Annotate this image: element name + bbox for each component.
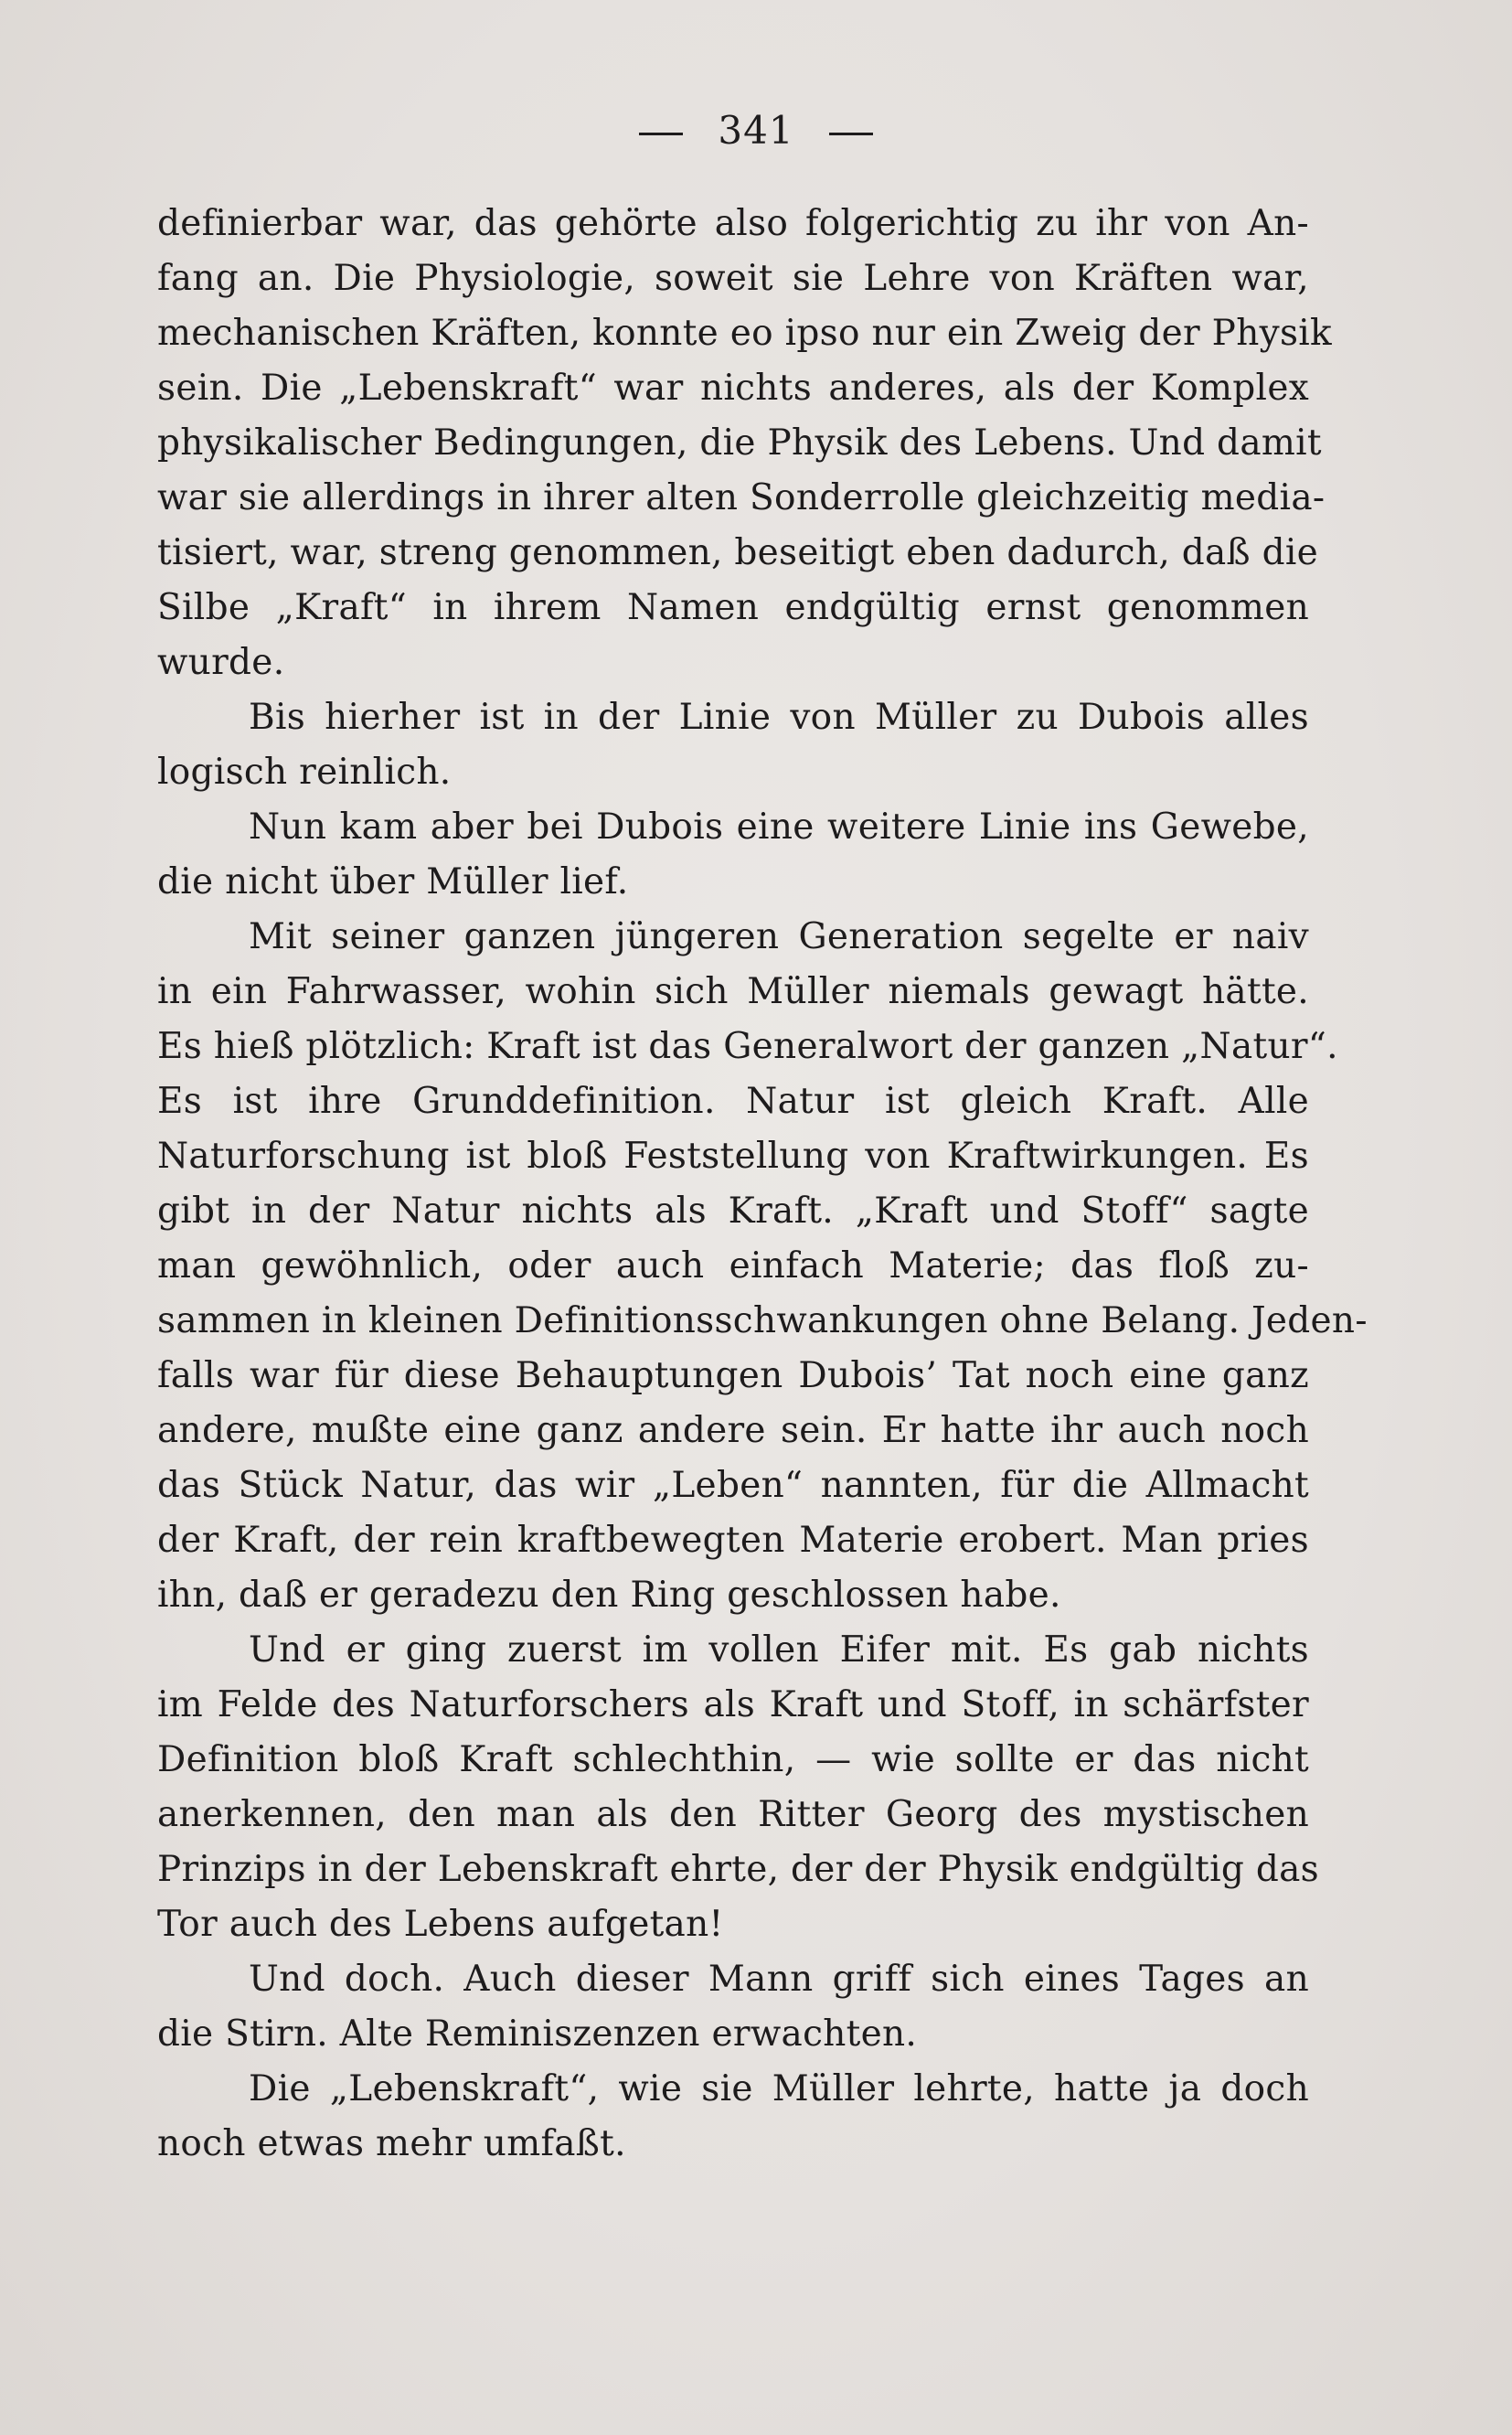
paragraph xyxy=(157,1952,1309,2062)
text-line: Und er ging zuerst im vollen Eifer mit. Es gab nichts xyxy=(249,1629,1309,1671)
text-line: man gewöhnlich, oder auch einfach Materie; das floß zu- xyxy=(157,1245,1309,1287)
body-text xyxy=(157,197,1368,2172)
text-line: physikalischer Bedingungen, die Physik des Lebens. Und damit xyxy=(157,422,1322,464)
text-line: Prinzips in der Lebenskraft ehrte, der der Physik endgültig das xyxy=(157,1849,1319,1890)
text-line: Mit seiner ganzen jüngeren Generation segelte er naiv xyxy=(249,916,1309,957)
paragraph xyxy=(157,197,1332,690)
text-line: das Stück Natur, das wir „Leben“ nannten, für die Allmacht xyxy=(157,1465,1309,1506)
text-line: Silbe „Kraft“ in ihrem Namen endgültig ernst genommen xyxy=(157,587,1309,628)
page-number: 341 xyxy=(718,108,794,153)
text-line: mechanischen Kräften, konnte eo ipso nur ein Zweig der Physik xyxy=(157,313,1332,354)
text-line: sein. Die „Lebenskraft“ war nichts anderes, als der Komplex xyxy=(157,368,1309,409)
text-line: die Stirn. Alte Reminiszenzen erwachten. xyxy=(157,2013,918,2055)
text-line: noch etwas mehr umfaßt. xyxy=(157,2123,626,2164)
header-dash-right xyxy=(829,133,873,135)
text-line: Definition bloß Kraft schlechthin, — wie sollte er das nicht xyxy=(157,1739,1309,1780)
paragraph xyxy=(157,1623,1319,1952)
paragraph xyxy=(157,910,1368,1623)
page-header xyxy=(0,108,1512,153)
text-line: Bis hierher ist in der Linie von Müller zu Dubois alles xyxy=(249,697,1309,738)
text-line: wurde. xyxy=(157,642,285,683)
paragraph xyxy=(157,690,1309,800)
text-line: falls war für diese Behauptungen Dubois’ Tat noch eine ganz xyxy=(157,1355,1309,1396)
paragraph xyxy=(157,2062,1309,2172)
text-line: Nun kam aber bei Dubois eine weitere Linie ins Gewebe, xyxy=(249,806,1309,848)
text-line: war sie allerdings in ihrer alten Sonderrolle gleichzeitig media- xyxy=(157,477,1326,518)
text-line: logisch reinlich. xyxy=(157,752,452,793)
text-line: ihn, daß er geradezu den Ring geschlossen habe. xyxy=(157,1575,1061,1616)
text-line: Naturforschung ist bloß Feststellung von Kraftwirkungen. Es xyxy=(157,1136,1309,1177)
text-line: fang an. Die Physiologie, soweit sie Lehre von Kräften war, xyxy=(157,258,1309,299)
text-line: sammen in kleinen Definitionsschwankungen ohne Belang. Jeden- xyxy=(157,1300,1368,1341)
text-line: Und doch. Auch dieser Mann griff sich eines Tages an xyxy=(249,1959,1309,2000)
text-line: Tor auch des Lebens aufgetan! xyxy=(157,1904,724,1945)
text-line: gibt in der Natur nichts als Kraft. „Kraft und Stoff“ sagte xyxy=(157,1191,1309,1232)
text-line: Es hieß plötzlich: Kraft ist das Generalwort der ganzen „Natur“. xyxy=(157,1026,1338,1067)
text-line: Die „Lebenskraft“, wie sie Müller lehrte, hatte ja doch xyxy=(249,2068,1309,2109)
text-line: anerkennen, den man als den Ritter Georg des mystischen xyxy=(157,1794,1309,1835)
header-dash-left xyxy=(639,133,683,135)
text-line: definierbar war, das gehörte also folgerichtig zu ihr von An- xyxy=(157,203,1309,244)
text-line: die nicht über Müller lief. xyxy=(157,861,629,902)
text-line: in ein Fahrwasser, wohin sich Müller niemals gewagt hätte. xyxy=(157,971,1309,1012)
text-line: tisiert, war, streng genommen, beseitigt eben dadurch, daß die xyxy=(157,532,1319,573)
text-line: andere, mußte eine ganz andere sein. Er hatte ihr auch noch xyxy=(157,1410,1309,1451)
text-line: im Felde des Naturforschers als Kraft und Stoff, in schärfster xyxy=(157,1684,1309,1725)
paragraph xyxy=(157,800,1309,910)
text-line: Es ist ihre Grunddefinition. Natur ist gleich Kraft. Alle xyxy=(157,1081,1309,1122)
text-line: der Kraft, der rein kraftbewegten Materie erobert. Man pries xyxy=(157,1520,1309,1561)
